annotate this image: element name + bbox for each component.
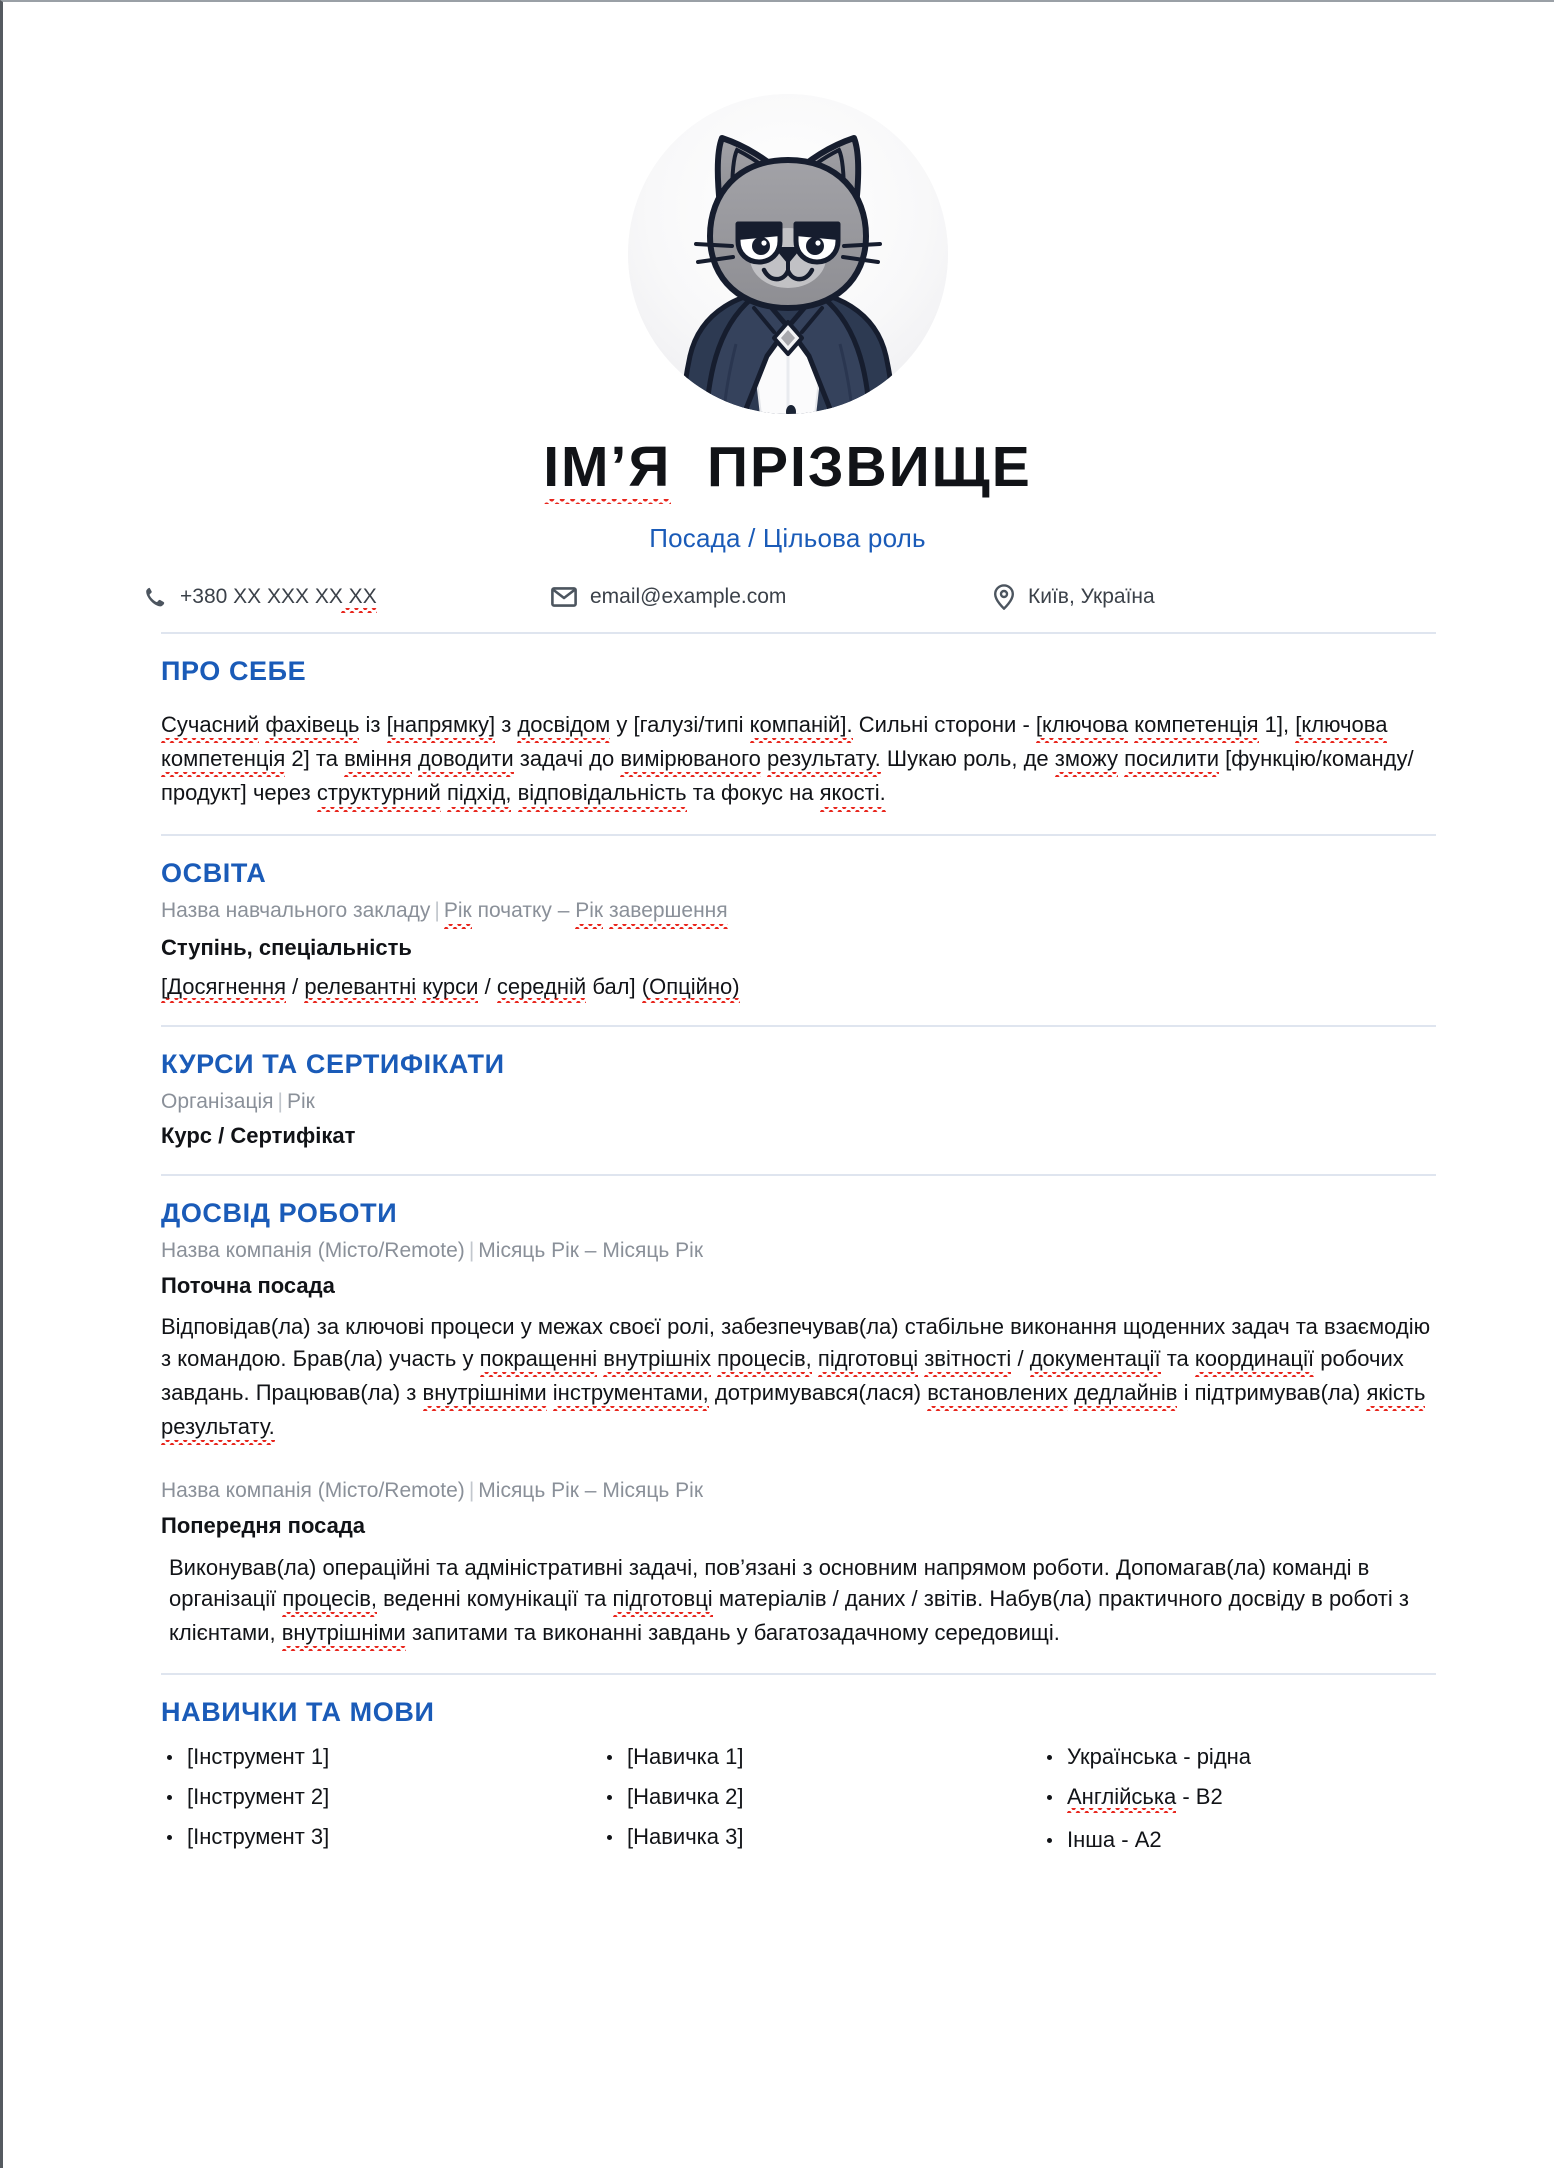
education-optional: [Досягнення / релевантні курси / середній бал] (Опційно) xyxy=(161,974,1436,1003)
section-title-education: ОСВІТА xyxy=(161,857,267,888)
section-title-experience: ДОСВІД РОБОТИ xyxy=(161,1198,398,1229)
location-value: Київ, Україна xyxy=(1028,584,1155,608)
divider xyxy=(161,834,1436,836)
job-position: Попередня посада xyxy=(161,1512,366,1538)
job-company: Назва компанія (Місто/Remote) xyxy=(161,1239,465,1263)
section-education xyxy=(139,858,1436,1003)
skills-columns xyxy=(139,1744,1436,1867)
section-experience xyxy=(139,1198,1436,1651)
divider xyxy=(161,1174,1436,1176)
experience-item xyxy=(161,1475,1436,1651)
list-item: [Навичка 3] xyxy=(601,1824,1029,1850)
skills-column-tools xyxy=(139,1744,589,1867)
about-text: Сучасний фахівець із [напрямку] з досвідом у [галузі/типі компаній]. Сильні сторони - [ключова компетенція 1], [ключова компетенція 2] та вміння доводити задачі до вимірюваного результату. Шукаю роль, де зможу посилити [функцію/команду/продукт] через структурний підхід, відповідальність та фокус на якості. xyxy=(161,709,1436,812)
languages-list xyxy=(1041,1744,1251,1853)
course-organization: Організація xyxy=(161,1089,274,1113)
list-item: [Навичка 2] xyxy=(601,1784,1029,1810)
job-period: Місяць Рік – Місяць Рік xyxy=(478,1479,704,1503)
phone-value: +380 XX XXX XX XX xyxy=(180,584,377,608)
last-name: ПРІЗВИЩЕ xyxy=(707,435,1032,499)
section-courses xyxy=(139,1049,1436,1152)
avatar xyxy=(628,94,948,414)
section-about xyxy=(139,656,1436,812)
job-meta: Назва компанія (Місто/Remote) | Місяць Рік – Місяць Рік xyxy=(161,1479,704,1503)
phone-icon xyxy=(143,585,167,609)
course-name: Курс / Сертифікат xyxy=(161,1123,356,1149)
contact-location[interactable] xyxy=(993,584,1155,610)
contact-phone[interactable] xyxy=(143,585,551,609)
divider xyxy=(161,1673,1436,1675)
education-period: Рік початку – Рік завершення xyxy=(444,899,728,922)
target-role: Посада / Цільова роль xyxy=(649,522,926,553)
list-item: [Інструмент 3] xyxy=(161,1824,589,1850)
course-meta: Організація | Рік xyxy=(161,1089,315,1113)
section-title-about: ПРО СЕБЕ xyxy=(161,655,307,686)
first-name: ІМ’Я xyxy=(543,435,672,499)
email-value: email@example.com xyxy=(590,584,787,608)
job-description: Відповідав(ла) за ключові процеси у межах своєї ролі, забезпечував(ла) стабільне виконання щоденних задач та взаємодію з командою. Брав(ла) участь у покращенні внутрішніх процесів, підготовці звітності / документації та координації робочих завдань. Працював(ла) з внутрішніми інструментами, дотримувався(лася) встановлених дедлайнів і підтримував(ла) якість результату. xyxy=(161,1311,1436,1445)
list-item: [Навичка 1] xyxy=(601,1744,1029,1770)
list-item: [Інструмент 1] xyxy=(161,1744,589,1770)
education-degree: Ступінь, спеціальність xyxy=(161,935,412,961)
job-company: Назва компанія (Місто/Remote) xyxy=(161,1479,465,1503)
map-pin-icon xyxy=(993,584,1015,610)
skills-column-skills xyxy=(589,1744,1029,1867)
job-period: Місяць Рік – Місяць Рік xyxy=(478,1239,704,1263)
contact-row xyxy=(139,584,1436,610)
list-item: Інша - A2 xyxy=(1041,1827,1251,1853)
skills-list xyxy=(161,1744,589,1850)
list-item: Українська - рідна xyxy=(1041,1744,1251,1770)
skills-column-languages xyxy=(1029,1744,1251,1867)
job-description: Виконував(ла) операційні та адміністративні задачі, пов’язані з основним напрямом роботи. Допомагав(ла) команді в організації процесів, веденні комунікації та підготовці матеріалів / даних / звітів. Набув(ла) практичного досвіду в роботі з клієнтами, внутрішніми запитами та виконанні завдань у багатозадачному середовищі. xyxy=(161,1552,1436,1652)
section-title-courses: КУРСИ ТА СЕРТИФІКАТИ xyxy=(161,1048,505,1079)
education-meta: Назва навчального закладу | Рік початку – Рік завершення xyxy=(161,895,1436,930)
skills-list xyxy=(601,1744,1029,1850)
section-title-skills: НАВИЧКИ ТА МОВИ xyxy=(161,1697,435,1728)
cat-head xyxy=(696,138,880,308)
divider xyxy=(161,632,1436,634)
job-meta: Назва компанія (Місто/Remote) | Місяць Рік – Місяць Рік xyxy=(161,1239,704,1263)
page-title xyxy=(139,435,1436,501)
education-institution: Назва навчального закладу xyxy=(161,898,431,922)
contact-email[interactable] xyxy=(551,585,993,609)
experience-item xyxy=(161,1235,1436,1445)
job-position: Поточна посада xyxy=(161,1272,335,1298)
divider xyxy=(161,1025,1436,1027)
course-year: Рік xyxy=(287,1089,315,1113)
list-item: Англійська - B2 xyxy=(1041,1784,1251,1813)
envelope-icon xyxy=(551,587,577,607)
list-item: [Інструмент 2] xyxy=(161,1784,589,1810)
section-skills xyxy=(139,1697,1436,1728)
avatar-container xyxy=(139,2,1436,414)
